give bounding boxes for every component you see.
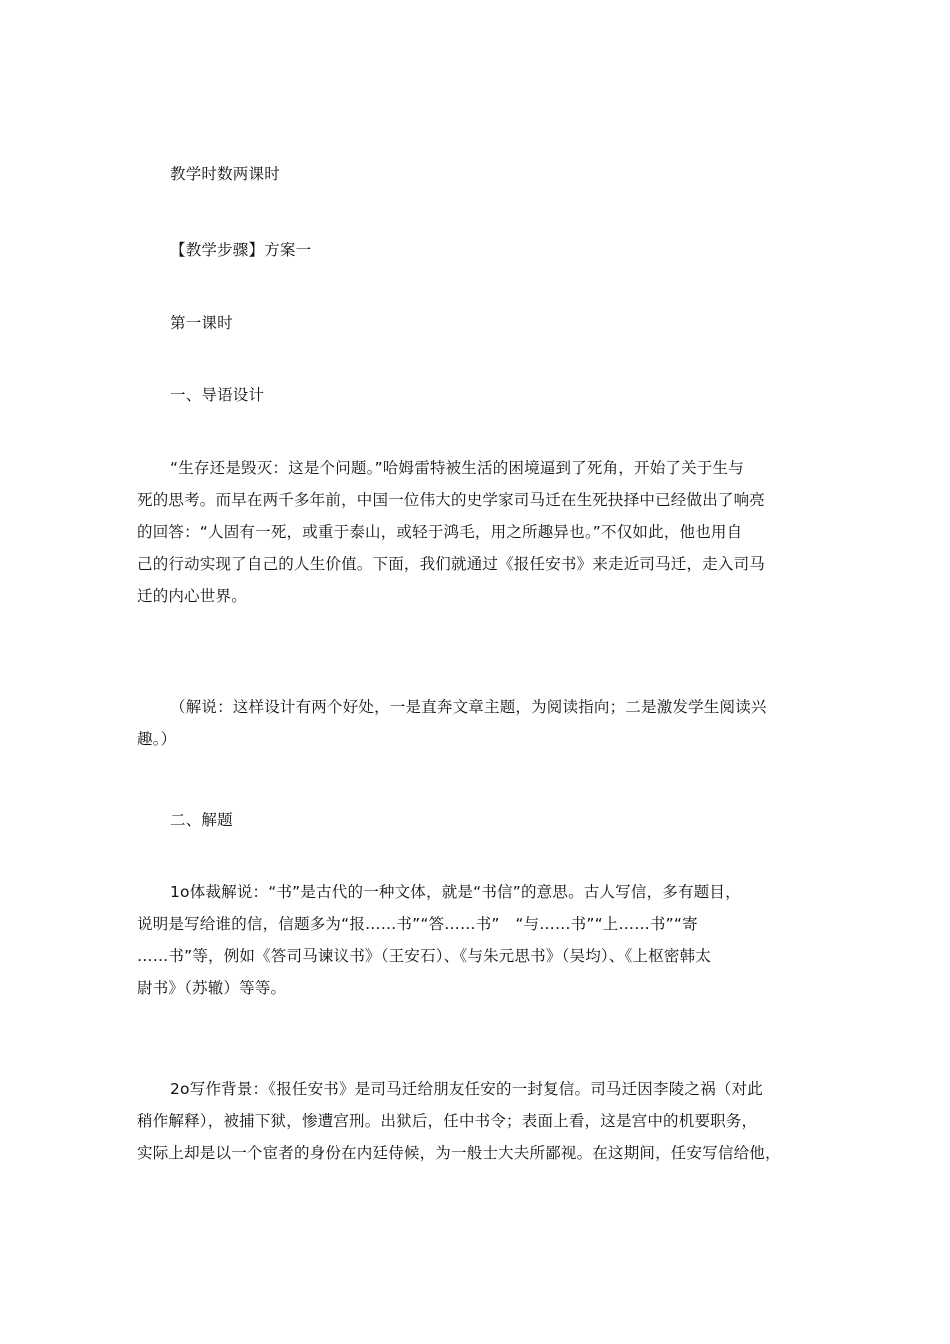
genre-line-1: 1o体裁解说：“书”是古代的一种文体，就是“书信”的意思。古人写信，多有题目， <box>170 883 741 901</box>
intro-line-5: 迁的内心世界。 <box>137 587 247 605</box>
intro-line-1: “生存还是毁灭：这是个问题。”哈姆雷特被生活的困境逼到了死角，开始了关于生与 <box>170 459 744 477</box>
genre-line-3: ……书”等，例如《答司马谏议书》（王安石）、《与朱元思书》（吴均）、《上枢密韩太 <box>137 947 712 965</box>
genre-paragraph <box>137 882 827 1010</box>
background-line-1: 2o写作背景：《报任安书》是司马迁给朋友任安的一封复信。司马迁因李陵之祸（对此 <box>170 1080 763 1098</box>
intro-line-3: 的回答：“人固有一死，或重于泰山，或轻于鸿毛，用之所趣异也。”不仅如此，他也用自 <box>137 523 743 541</box>
steps-heading: 【教学步骤】方案一 <box>170 241 312 259</box>
section-1-title: 一、导语设计 <box>170 386 265 404</box>
genre-line-4: 尉书》（苏辙）等等。 <box>137 979 287 997</box>
lesson-one-heading: 第一课时 <box>170 314 233 332</box>
background-line-2: 稍作解释），被捕下狱，惨遭宫刑。出狱后，任中书令；表面上看，这是宫中的机要职务， <box>137 1112 758 1130</box>
genre-line-2: 说明是写给谁的信，信题多为“报……书”“答……书” “与……书”“上……书”“寄 <box>137 915 698 933</box>
background-paragraph <box>137 1079 827 1175</box>
class-hours-line: 教学时数两课时 <box>170 165 280 183</box>
commentary-paragraph <box>137 697 827 761</box>
intro-paragraph <box>137 458 827 618</box>
intro-line-2: 死的思考。而早在两千多年前，中国一位伟大的史学家司马迁在生死抉择中已经做出了响亮 <box>137 491 766 509</box>
intro-line-4: 己的行动实现了自己的人生价值。下面，我们就通过《报任安书》来走近司马迁，走入司马 <box>137 555 766 573</box>
section-2-title: 二、解题 <box>170 811 233 829</box>
commentary-line-1: （解说：这样设计有两个好处，一是直奔文章主题，为阅读指向；二是激发学生阅读兴 <box>170 698 767 716</box>
background-line-3: 实际上却是以一个宦者的身份在内廷侍候，为一般士大夫所鄙视。在这期间，任安写信给他， <box>137 1144 781 1162</box>
commentary-line-2: 趣。） <box>137 730 177 748</box>
